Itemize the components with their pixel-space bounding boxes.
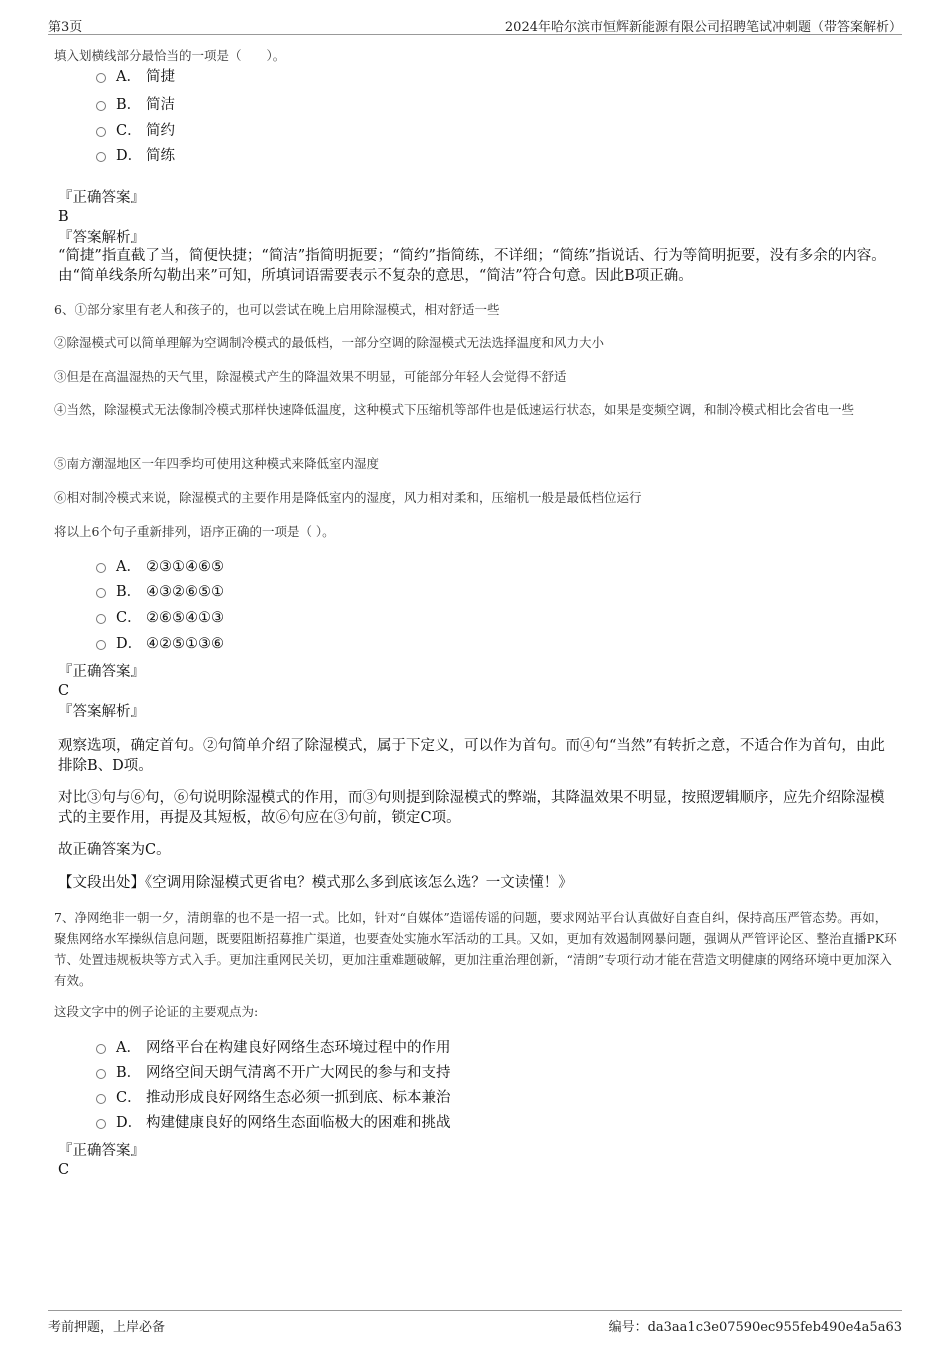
q5-analysis: “简捷”指直截了当，简便快捷；“简洁”指简明扼要；“简约”指简练，不详细；“简练”指说话、行为等简明扼要，没有多余的内容。由“简单线条所勾勒出来”可知，所填词语需要表示不复杂的意思，“简洁”符合句意。因此B项正确。 bbox=[58, 248, 886, 284]
q5-answer-label: 『正确答案』 bbox=[58, 190, 145, 206]
document-title: 2024年哈尔滨市恒辉新能源有限公司招聘笔试冲刺题（带答案解析） bbox=[504, 20, 902, 35]
q6-sentence-1: 6、①部分家里有老人和孩子的，也可以尝试在晚上启用除湿模式，相对舒适一些 bbox=[54, 302, 500, 317]
q6-sentence-5: ⑤南方潮湿地区一年四季均可使用这种模式来降低室内湿度 bbox=[54, 456, 380, 471]
page-footer bbox=[48, 1310, 902, 1335]
q7-stem: 这段文字中的例子论证的主要观点为: bbox=[54, 1004, 259, 1019]
q6-answer-label: 『正确答案』 bbox=[58, 664, 145, 680]
q5-stem: 填入划横线部分最恰当的一项是（ ）。 bbox=[54, 48, 286, 63]
q5-option-b[interactable]: B． 简洁 bbox=[96, 95, 175, 115]
q5-option-d[interactable]: D． 简练 bbox=[96, 146, 175, 166]
radio-icon[interactable] bbox=[96, 640, 106, 650]
q7-option-d[interactable]: D． 构建健康良好的网络生态面临极大的困难和挑战 bbox=[96, 1113, 451, 1133]
q6-analysis-label: 『答案解析』 bbox=[58, 704, 145, 720]
q6-sentence-4: ④当然，除湿模式无法像制冷模式那样快速降低温度，这种模式下压缩机等部件也是低速运行状态，如果是变频空调，和制冷模式相比会省电一些 bbox=[54, 402, 855, 417]
radio-icon[interactable] bbox=[96, 101, 106, 111]
q7-answer-label: 『正确答案』 bbox=[58, 1143, 145, 1159]
radio-icon[interactable] bbox=[96, 1094, 106, 1104]
footer-slogan: 考前押题，上岸必备 bbox=[48, 1320, 166, 1335]
q6-analysis-1: 观察选项，确定首句。②句简单介绍了除湿模式，属于下定义，可以作为首句。而④句“当然”有转折之意，不适合作为首句，由此排除B、D项。 bbox=[58, 738, 885, 774]
q5-answer: B bbox=[58, 209, 69, 225]
q6-sentence-2: ②除湿模式可以简单理解为空调制冷模式的最低档，一部分空调的除湿模式无法选择温度和风力大小 bbox=[54, 335, 605, 350]
page-header bbox=[48, 14, 902, 35]
radio-icon[interactable] bbox=[96, 152, 106, 162]
q6-sentence-3: ③但是在高温湿热的天气里，除湿模式产生的降温效果不明显，可能部分年轻人会觉得不舒适 bbox=[54, 369, 567, 384]
q6-sentence-6: ⑥相对制冷模式来说，除湿模式的主要作用是降低室内的湿度，风力相对柔和，压缩机一般是最低档位运行 bbox=[54, 490, 642, 505]
q6-analysis-3: 故正确答案为C。 bbox=[58, 842, 171, 858]
q7-option-b[interactable]: B． 网络空间天朗气清离不开广大网民的参与和支持 bbox=[96, 1063, 451, 1083]
radio-icon[interactable] bbox=[96, 1044, 106, 1054]
radio-icon[interactable] bbox=[96, 1119, 106, 1129]
radio-icon[interactable] bbox=[96, 614, 106, 624]
q6-option-d[interactable]: D． ④②⑤①③⑥ bbox=[96, 634, 224, 654]
radio-icon[interactable] bbox=[96, 127, 106, 137]
radio-icon[interactable] bbox=[96, 73, 106, 83]
q5-option-c[interactable]: C． 简约 bbox=[96, 121, 175, 141]
q7-answer: C bbox=[58, 1162, 70, 1178]
q6-stem: 将以上6个句子重新排列，语序正确的一项是（ ）。 bbox=[54, 524, 335, 539]
q6-option-b[interactable]: B． ④③②⑥⑤① bbox=[96, 582, 224, 602]
q6-analysis-2: 对比③句与⑥句，⑥句说明除湿模式的作用，而③句则提到除湿模式的弊端，其降温效果不明显，按照逻辑顺序，应先介绍除湿模式的主要作用，再提及其短板，故⑥句应在③句前，锁定C项。 bbox=[58, 790, 885, 826]
q7-option-a[interactable]: A． 网络平台在构建良好网络生态环境过程中的作用 bbox=[96, 1038, 451, 1058]
q6-option-c[interactable]: C． ②⑥⑤④①③ bbox=[96, 608, 224, 628]
q7-option-c[interactable]: C． 推动形成良好网络生态必须一抓到底、标本兼治 bbox=[96, 1088, 451, 1108]
q7-passage: 7、净网绝非一朝一夕，清朗靠的也不是一招一式。比如，针对“自媒体”造谣传谣的问题，要求网站平台认真做好自查自纠，保持高压严管态势。再如，聚焦网络水军操纵信息问题，既要阻断招募推广渠道，也要查处实施水军活动的工具。又如，更加有效遏制网暴问题，强调从严管评论区、整治直播PK环节、处置违规板块等方式入手。更加注重网民关切，更加注重难题破解，更加注重治理创新，“清朗”专项行动才能在营造文明健康的网络环境中更加深入有效。 bbox=[54, 910, 897, 988]
radio-icon[interactable] bbox=[96, 588, 106, 598]
q5-analysis-label: 『答案解析』 bbox=[58, 230, 145, 246]
radio-icon[interactable] bbox=[96, 563, 106, 573]
radio-icon[interactable] bbox=[96, 1069, 106, 1079]
page-number: 第3页 bbox=[48, 20, 83, 35]
q5-option-a[interactable]: A． 简捷 bbox=[96, 67, 175, 87]
document-code: 编号：da3aa1c3e07590ec955feb490e4a5a63 bbox=[608, 1320, 902, 1335]
q6-answer: C bbox=[58, 683, 70, 699]
q6-option-a[interactable]: A． ②③①④⑥⑤ bbox=[96, 557, 224, 577]
q6-source: 【文段出处】《空调用除湿模式更省电？模式那么多到底该怎么选？一文读懂！》 bbox=[58, 875, 573, 891]
